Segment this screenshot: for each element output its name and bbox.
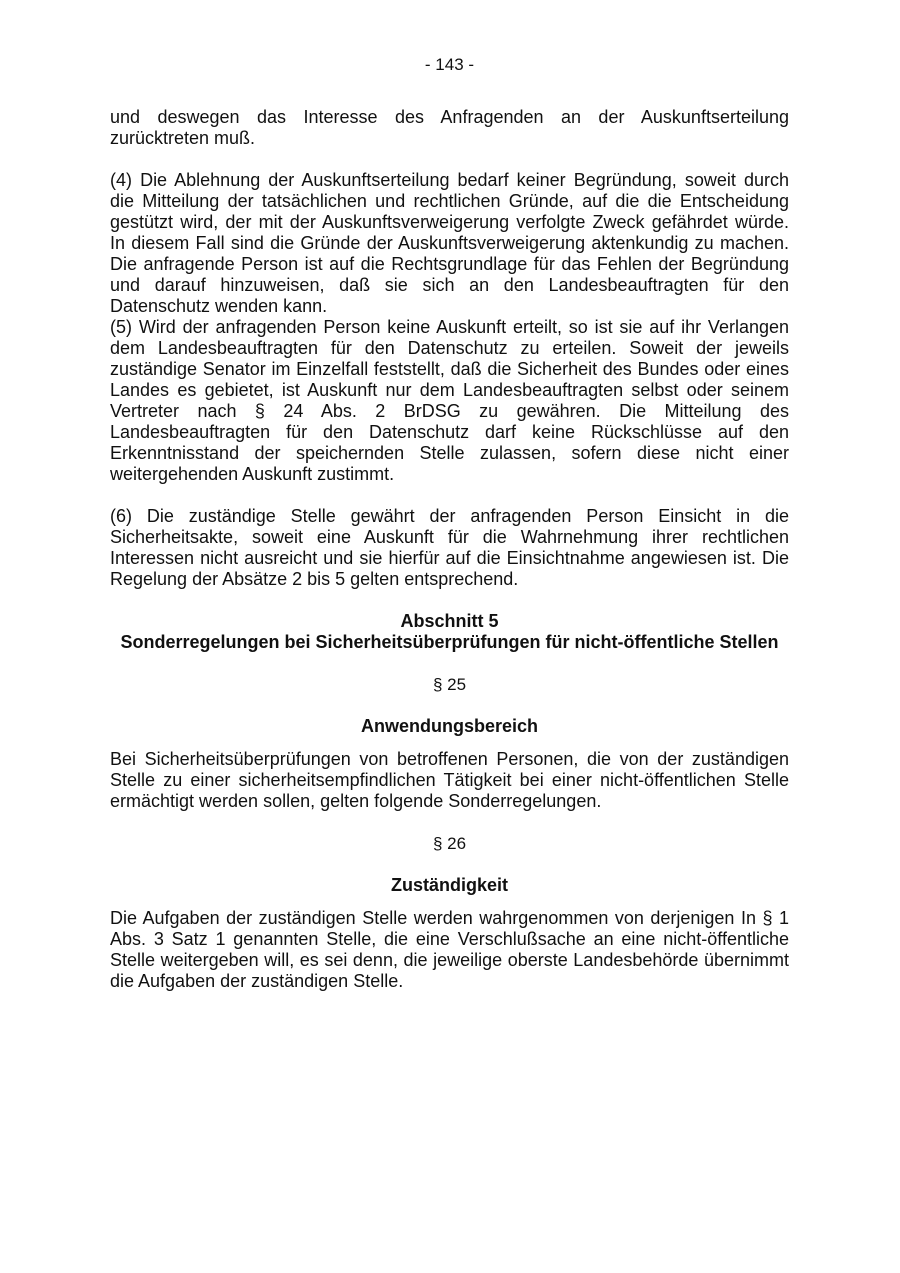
- paragraph-26-title: Zuständigkeit: [390, 875, 508, 895]
- paragraph-26-text: Die Aufgaben der zuständigen Stelle werden wahrgenommen von derjenigen In § 1 Abs. 3 Satz 1 genannten Stelle, die eine Verschlußsache an eine nicht-öffentliche Stelle weitergeben will, es sei denn, die jeweilige oberste Landesbehörde übernimmt die Aufgaben der zuständigen Stelle.: [110, 908, 789, 991]
- paragraph-5: (5) Wird der anfragenden Person keine Auskunft erteilt, so ist sie auf ihr Verlangen dem Landesbeauftragten für den Datenschutz zu erteilen. Soweit der jeweils zuständige Senator im Einzelfall feststellt, daß die Sicherheit des Bundes oder eines Landes es gebietet, ist Auskunft nur dem Landesbeauftragten selbst oder seinem Vertreter nach § 24 Abs. 2 BrDSG zu gewähren. Die Mitteilung des Landesbeauftragten für den Datenschutz darf keine Rückschlüsse auf den Erkenntnisstand der speichernden Stelle zulassen, sofern diese nicht einer weitergehenden Auskunft zustimmt.: [110, 317, 789, 484]
- paragraph-25-text: Bei Sicherheitsüberprüfungen von betroffenen Personen, die von der zuständigen Stelle zu einer sicherheitsempfindlichen Tätigkeit bei einer nicht-öffentlichen Stelle ermächtigt werden sollen, gelten folgende Sonderregelungen.: [110, 749, 789, 811]
- section-label: Abschnitt 5: [400, 611, 499, 631]
- page-number: - 143 -: [424, 55, 475, 74]
- paragraph-6: (6) Die zuständige Stelle gewährt der anfragenden Person Einsicht in die Sicherheitsakte, soweit eine Auskunft für die Wahrnehmung ihrer rechtlichen Interessen nicht ausreicht und sie hierfür auf die Einsichtnahme angewiesen ist. Die Regelung der Absätze 2 bis 5 gelten entsprechend.: [110, 506, 789, 589]
- section-title: Sonderregelungen bei Sicherheitsüberprüfungen für nicht-öffentliche Stellen: [120, 632, 779, 652]
- document-body: [110, 107, 789, 992]
- paragraph-25-title: Anwendungsbereich: [360, 716, 539, 736]
- paragraph-sign-25: § 25: [432, 675, 467, 694]
- paragraph-sign-26: § 26: [432, 834, 467, 853]
- paragraph-4: (4) Die Ablehnung der Auskunftserteilung bedarf keiner Begründung, soweit durch die Mitteilung der tatsächlichen und rechtlichen Gründe, auf die die Entscheidung gestützt wird, der mit der Auskunftsverweigerung verfolgte Zweck gefährdet würde. In diesem Fall sind die Gründe der Auskunftsverweigerung aktenkundig zu machen. Die anfragende Person ist auf die Rechtsgrundlage für das Fehlen der Begründung und darauf hinzuweisen, daß sie sich an den Landesbeauftragten für den Datenschutz wenden kann.: [110, 170, 789, 316]
- paragraph-continuation: und deswegen das Interesse des Anfragenden an der Auskunftserteilung zurücktreten muß.: [110, 107, 789, 148]
